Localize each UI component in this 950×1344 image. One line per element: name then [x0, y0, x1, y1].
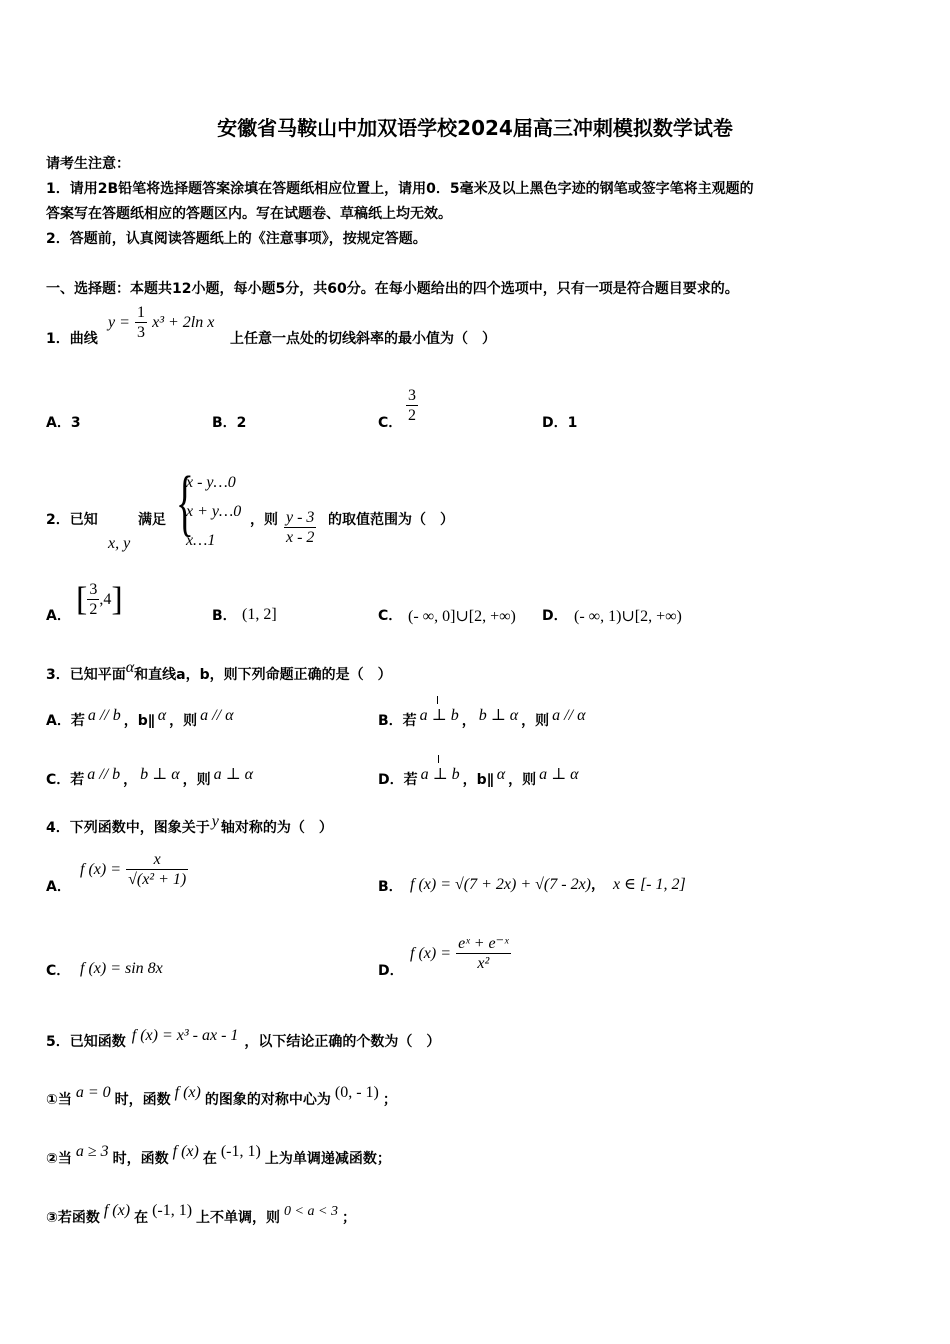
q3-stem-a: 3．已知平面: [46, 667, 126, 683]
q2-option-d: D．: [542, 608, 568, 624]
q2-constraint-3: x…1: [186, 532, 216, 549]
q4-option-d-expr: f (x) = $\frac{\text{eˣ + e⁻ˣ}}{\text{x²}}$: [410, 935, 509, 972]
q4-option-d: D．: [378, 963, 404, 979]
notice-line-1a: 1．请用2B铅笔将选择题答案涂填在答题纸相应位置上，请用0．5毫米及以上黑色字迹的钢笔或签字笔将主观题的: [46, 181, 754, 197]
q1-option-c-fraction: [406, 386, 418, 425]
q2-fraction: [284, 508, 316, 547]
q2-stem-post: 的取值范围为（ ）: [328, 512, 454, 528]
q2-constraint-1: x - y…0: [186, 474, 236, 491]
q2-stem-pre: 2．已知: [46, 512, 98, 528]
q4-a-num: x: [126, 850, 188, 870]
q2-option-d-value: (- ∞, 1)∪[2, +∞): [574, 608, 682, 625]
q2-vars: x, y: [108, 535, 131, 552]
q3-option-d: D．若 a ⊥ b ，b∥ α ，则 a ⊥ α: [378, 766, 579, 788]
q2-option-c: C．: [378, 608, 403, 624]
q3-d-m1: a ⊥ b: [420, 766, 460, 783]
q1-option-c-num: 3: [408, 387, 416, 404]
q2-stem-mid: 满足: [138, 512, 166, 528]
q2-option-a-den: 2: [89, 601, 98, 618]
q3-b-m3: a // α: [552, 707, 586, 724]
q5-statement-2: ②当 a ≥ 3 时，函数 f (x) 在 (-1, 1) 上为单调递减函数；: [46, 1143, 391, 1167]
q1-option-b: B．2: [212, 415, 247, 431]
q3-option-c: C．若 a // b ， b ⊥ α ，则 a ⊥ α: [46, 766, 254, 788]
q1-fraction-den: 3: [137, 324, 145, 341]
q1-option-c-den: 2: [408, 407, 416, 424]
q5-stem: 5．已知函数 f (x) = x³ - ax - 1 ，以下结论正确的个数为（ ）: [46, 1027, 441, 1050]
notice-heading: 请考生注意：: [46, 156, 130, 172]
right-bracket-icon: ]: [111, 580, 123, 618]
q3-option-b: B．若 a ⊥ b ， b ⊥ α ，则 a // α: [378, 707, 586, 729]
q1-option-d: D．1: [542, 415, 578, 431]
section-heading: 一、选择题：本题共12小题，每小题5分，共60分。在每小题给出的四个选项中，只有一项是符合题目要求的。: [46, 281, 739, 297]
q2-option-a: A．: [46, 608, 71, 624]
q1-stem-pre: 1．曲线: [46, 331, 98, 347]
q2-constraints: [186, 468, 241, 555]
q4-option-a: A．: [46, 879, 71, 895]
q5-statement-3: ③若函数 f (x) 在 (-1, 1) 上不单调，则 0 < a < 3 ；: [46, 1202, 356, 1226]
q4-d-den: x²: [477, 955, 490, 972]
q2-option-b-value: (1, 2]: [242, 606, 277, 623]
q4-option-b-expr: f (x) = √(7 + 2x) + √(7 - 2x)， x ∈ [- 1, 2]: [410, 876, 686, 893]
q4-option-b: B．: [378, 879, 403, 895]
q3-a-m2: α: [157, 707, 167, 724]
q4-option-c: C．: [46, 963, 71, 979]
q2-option-b: B．: [212, 608, 237, 624]
q1-formula: [108, 303, 214, 342]
q1-option-a: A．3: [46, 415, 81, 431]
q2-stem-then: ，则: [250, 512, 278, 528]
q3-d-m2: α: [496, 766, 506, 783]
q3-stem-b: 和直线a，b，则下列命题正确的是（ ）: [134, 667, 392, 683]
q3-c-m3: a ⊥ α: [213, 766, 254, 783]
q2-brace-icon: {: [176, 462, 194, 544]
q1-fraction-num: 1: [137, 304, 145, 321]
q2-option-a-num: 3: [89, 581, 98, 598]
q3-c-m1: a // b: [87, 766, 121, 783]
q3-b-m1: a ⊥ b: [419, 707, 459, 724]
q2-fraction-den: x - 2: [286, 529, 315, 546]
q4-d-num: eˣ + e⁻ˣ: [458, 935, 509, 952]
q3-c-m2: b ⊥ α: [140, 766, 180, 783]
q1-fraction: [135, 303, 147, 342]
q3-b-m2: b ⊥ α: [478, 707, 519, 724]
q2-option-a-expr: [76, 580, 123, 619]
q1-option-c: C．: [378, 415, 403, 431]
q4-y: y: [211, 813, 219, 830]
q5-statement-1: ①当 a = 0 时，函数 f (x) 的图象的对称中心为 (0, - 1) ；: [46, 1084, 397, 1108]
q3-d-m3: a ⊥ α: [539, 766, 579, 783]
q4-a-den: √(x² + 1): [128, 871, 187, 888]
q2-option-c-value: (- ∞, 0]∪[2, +∞): [408, 608, 516, 625]
q1-formula-rest: x³ + 2ln x: [152, 314, 215, 331]
q3-alpha: α: [125, 659, 135, 676]
notice-line-1b: 答案写在答题纸相应的答题区内。写在试题卷、草稿纸上均无效。: [46, 206, 452, 222]
q5-function: f (x) = x³ - ax - 1: [131, 1027, 239, 1044]
q1-formula-y: y =: [108, 314, 130, 331]
q4-option-c-expr: f (x) = sin 8x: [80, 960, 163, 977]
notice-line-2: 2．答题前，认真阅读答题纸上的《注意事项》，按规定答题。: [46, 231, 427, 247]
q2-option-a-rest: ,4: [99, 591, 112, 608]
left-bracket-icon: [: [76, 580, 88, 618]
q4-stem: 4．下列函数中，图象关于 y 轴对称的为（ ）: [46, 813, 333, 836]
q3-option-a: A．若 a // b ，b∥ α ，则 a // α: [46, 707, 234, 729]
q1-stem-post: 上任意一点处的切线斜率的最小值为（ ）: [230, 331, 496, 347]
q2-constraint-2: x + y…0: [186, 503, 242, 520]
q4-option-a-expr: f (x) = $\frac{x}{\text{√(x² + 1)}}$: [80, 851, 187, 888]
q3-a-m3: a // α: [200, 707, 234, 724]
page-title: 安徽省马鞍山中加双语学校2024届高三冲刺模拟数学试卷: [217, 116, 733, 140]
q3-a-m1: a // b: [87, 707, 121, 724]
q2-fraction-num: y - 3: [286, 509, 315, 526]
q3-stem: [46, 659, 392, 684]
